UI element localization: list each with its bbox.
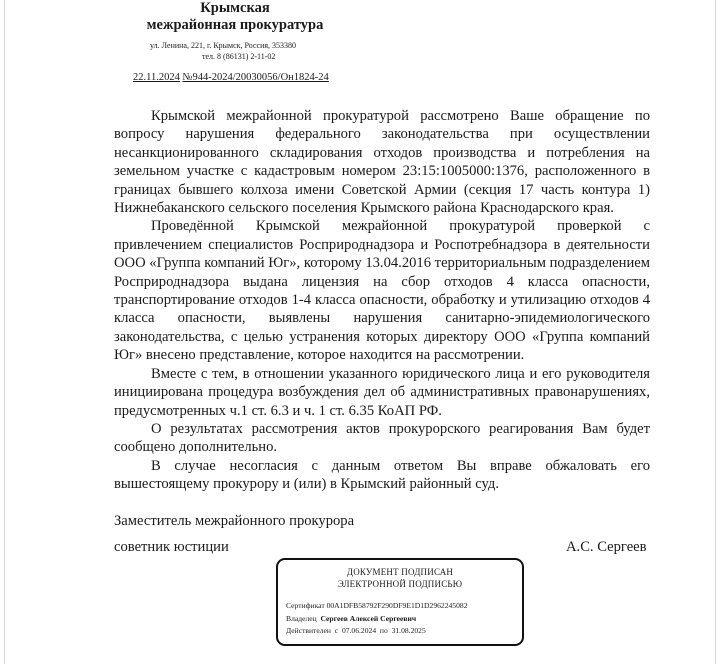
paragraph-4: О результатах рассмотрения актов прокурорского реагирования Вам будет сообщено дополнительно.: [114, 420, 650, 456]
page-border-left: [4, 0, 5, 664]
valid-from-label: с: [334, 626, 339, 635]
office-phone: тел. 8 (86131) 2-11-02: [202, 52, 276, 61]
valid-to: 31.08.2025: [391, 626, 426, 635]
paragraph-1: Крымской межрайонной прокуратурой рассмотрено Ваше обращение по вопросу нарушения федерального законодательства при осуществлении несанкционированного складирования отходов производства и потребления на земельном участке с кадастровым номером 23:15:1005000:1376, расположенного в границах бывшего колхоза имени Советской Армии (секция 17 часть контура 1) Нижнебаканского сельского поселения Крымского района Краснодарского края.: [114, 108, 650, 217]
office-contacts: [150, 40, 296, 62]
registration-number: [133, 72, 329, 83]
signer-rank: советник юстиции: [114, 539, 229, 555]
reg-date: 22.11.2024: [133, 72, 180, 83]
paragraph-3: Вместе с тем, в отношении указанного юридического лица и его руководителя инициирована процедура возбуждения дел об административных правонарушениях, предусмотренных ч.1 ст. 6.3 и ч. 1 ст. 6.35 КоАП РФ.: [114, 365, 650, 419]
electronic-signature-stamp: [276, 558, 524, 646]
cert-label: Сертификат: [286, 601, 325, 610]
page-border-right: [715, 0, 716, 664]
letter-body: [114, 107, 650, 494]
reg-number: №944-2024/20030056/Он1824-24: [182, 72, 329, 83]
signer-name: А.С. Сергеев: [566, 539, 647, 555]
stamp-validity-row: [286, 626, 426, 635]
stamp-owner-row: [286, 614, 416, 623]
valid-to-label: по: [379, 626, 388, 635]
valid-label: Действителен: [286, 626, 331, 635]
stamp-certificate-row: [286, 601, 468, 610]
office-name-line1: Крымская: [200, 0, 270, 16]
paragraph-5: В случае несогласия с данным ответом Вы вправе обжаловать его вышестоящему прокурору и (или) в Крымский районный суд.: [114, 457, 650, 493]
cert-value: 00A1DFB58792F290DF9E1D1D2962245082: [326, 601, 468, 610]
office-header: [145, 0, 325, 34]
office-address: ул. Ленина, 221, г. Крымск, Россия, 353380: [150, 41, 297, 50]
office-name-line2: межрайонная прокуратура: [146, 17, 324, 33]
signer-position: Заместитель межрайонного прокурора: [114, 513, 355, 529]
stamp-heading-line2: ЭЛЕКТРОННОЙ ПОДПИСЬЮ: [337, 579, 463, 589]
stamp-heading-line1: ДОКУМЕНТ ПОДПИСАН: [346, 567, 454, 577]
owner-value: Сергеев Алексей Сергеевич: [320, 614, 417, 623]
valid-from: 07.06.2024: [341, 626, 377, 635]
paragraph-2: Проведённой Крымской межрайонной прокуратурой проверкой с привлечением специалистов Росприроднадзора и Роспотребнадзора в деятельности ООО «Группа компаний Юг», которому 13.04.2016 территориальным подразделением Росприроднадзора выдана лицензия на сбор отходов 4 класса опасности, транспортирование отходов 1-4 класса опасности, обработку и утилизацию отходов 4 класса опасности, выявлены нарушения санитарно-эпидемиологического законодательства, с целью устранения которых директору ООО «Группа компаний Юг» внесено представление, которое находится на рассмотрении.: [114, 218, 650, 364]
owner-label: Владелец: [286, 614, 317, 623]
